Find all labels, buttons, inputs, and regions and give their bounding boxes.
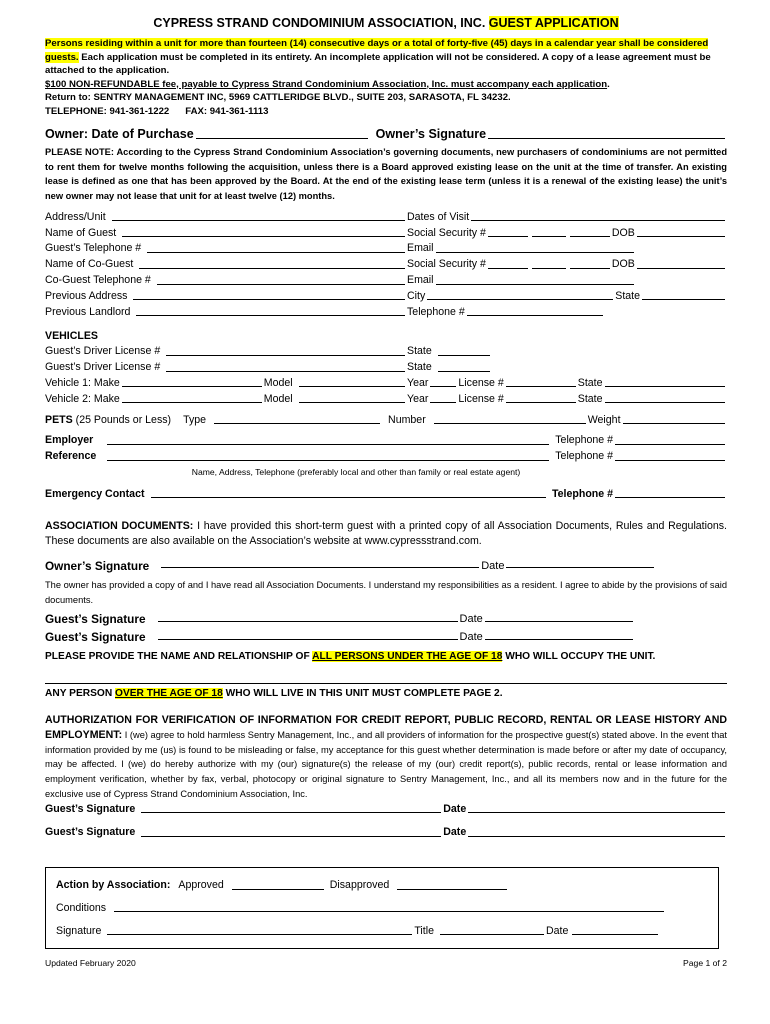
association-signature-row <box>56 924 718 940</box>
form-type-highlight: GUEST APPLICATION <box>488 16 619 30</box>
dl-state-label-2: State <box>407 361 432 374</box>
coguest-email-label: Email <box>407 274 434 286</box>
dates-of-visit-label: Dates of Visit <box>407 210 470 223</box>
ssn-field-3[interactable] <box>570 226 610 238</box>
association-date-label: Date <box>545 924 569 937</box>
reference-label: Reference <box>45 450 97 463</box>
association-signature-label: Signature <box>56 924 102 937</box>
docs-guest-signature-field-1[interactable] <box>158 610 458 622</box>
completion-requirement: Each application must be completed in its entirety. An incomplete application will not be considered. A copy of a lease agreement must be attached to the application. <box>45 51 711 76</box>
drivers-license-row-2 <box>45 360 727 376</box>
owner-purchase-row <box>45 127 727 144</box>
vehicle-2-model-field[interactable] <box>299 392 405 404</box>
conditions-label: Conditions <box>56 901 107 914</box>
association-documents-paragraph <box>45 519 727 550</box>
docs-owner-signature-label: Owner’s Signature <box>45 558 150 573</box>
pet-type-field[interactable] <box>214 413 380 425</box>
drivers-license-field-1[interactable] <box>166 344 405 356</box>
over-18-text-1: ANY PERSON <box>45 688 116 700</box>
pets-row <box>45 413 727 429</box>
landlord-telephone-label: Telephone # <box>407 305 465 318</box>
emergency-contact-label: Emergency Contact <box>45 487 145 500</box>
vehicle-2-license-field[interactable] <box>506 392 576 404</box>
requirements-block <box>45 37 727 78</box>
fee-line: $100 NON-REFUNDABLE fee, payable to Cypress Strand Condominium Association, Inc. must accompany each application. <box>45 78 610 90</box>
approved-field[interactable] <box>232 878 324 890</box>
purchase-date-field[interactable] <box>196 127 368 139</box>
coguest-telephone-field[interactable] <box>157 273 405 285</box>
docs-owner-date-field[interactable] <box>506 557 654 569</box>
guest-telephone-row <box>45 241 727 257</box>
vehicle-1-make-field[interactable] <box>122 376 262 388</box>
coguest-name-field[interactable] <box>139 257 405 269</box>
docs-guest-signature-label-2: Guest’s Signature <box>45 630 146 645</box>
auth-guest-signature-field-1[interactable] <box>141 802 441 814</box>
docs-owner-signature-field[interactable] <box>161 557 479 569</box>
under-18-text-2: WHO WILL OCCUPY THE UNIT. <box>502 651 656 663</box>
drivers-license-label-1: Guest’s Driver License # <box>45 345 161 358</box>
coguest-dob-field[interactable] <box>637 257 725 269</box>
authorization-paragraph <box>45 713 727 801</box>
pet-type-label: Type <box>183 413 207 426</box>
vehicle-2-year-field[interactable] <box>430 392 456 404</box>
previous-address-label: Previous Address <box>45 289 128 302</box>
dl-state-label-1: State <box>407 345 432 358</box>
address-unit-field[interactable] <box>112 210 405 222</box>
application-page <box>45 16 727 841</box>
emergency-contact-field[interactable] <box>151 487 546 499</box>
coguest-email-field[interactable] <box>436 273 634 285</box>
under-18-instruction <box>45 651 727 666</box>
address-row <box>45 210 727 226</box>
coguest-telephone-row <box>45 273 727 289</box>
vehicle-1-license-field[interactable] <box>506 376 576 388</box>
form-title <box>45 16 727 34</box>
employer-telephone-label: Telephone # <box>555 434 613 447</box>
previous-address-field[interactable] <box>133 289 405 301</box>
coguest-ssn-field-3[interactable] <box>570 257 610 269</box>
return-address: Return to: SENTRY MANAGEMENT INC, 5969 CATTLERIDGE BLVD., SUITE 203, SARASOTA, FL 34232. <box>45 92 511 103</box>
over-18-text-2: WHO WILL LIVE IN THIS UNIT MUST COMPLETE PAGE 2. <box>222 688 503 700</box>
guest-email-label: Email <box>407 242 434 255</box>
page-footer <box>45 958 727 968</box>
guest-name-field[interactable] <box>122 226 405 238</box>
vehicle-2-year-label: Year <box>407 392 429 405</box>
reference-caption: Name, Address, Telephone (preferably local and other than family or real estate agent) <box>191 466 521 477</box>
employer-label: Employer <box>45 434 94 447</box>
auth-guest-signature-label-1: Guest’s Signature <box>45 802 136 815</box>
owner-signature-row <box>45 557 727 575</box>
coguest-dob-label: DOB <box>611 258 635 271</box>
association-title-label: Title <box>414 924 434 937</box>
coguest-telephone-label: Co-Guest Telephone # <box>45 274 151 286</box>
guest-telephone-label: Guest’s Telephone # <box>45 242 142 255</box>
coguest-ssn-field-2[interactable] <box>532 257 566 269</box>
state-field[interactable] <box>642 289 725 301</box>
vehicle-1-state-label: State <box>577 376 603 389</box>
contact-line <box>45 105 727 119</box>
guest-name-row <box>45 226 727 242</box>
pet-weight-label: Weight <box>587 413 621 426</box>
docs-guest-date-label-1: Date <box>459 613 483 626</box>
employer-field[interactable] <box>107 433 549 445</box>
action-label: Action by Association: <box>56 879 171 891</box>
docs-guest-signature-field-2[interactable] <box>158 628 458 640</box>
vehicle-1-year-label: Year <box>407 376 429 389</box>
address-unit-label: Address/Unit <box>45 210 106 223</box>
vehicle-1-year-field[interactable] <box>430 376 456 388</box>
conditions-row <box>56 901 718 917</box>
association-action-box <box>45 867 719 949</box>
auth-guest-signature-row-1 <box>45 802 727 818</box>
drivers-license-field-2[interactable] <box>166 360 405 372</box>
association-documents-text: I have provided this short-term guest with a printed copy of all Association Documents, Rules and Regulations. These documents are also available on the Association’s website at www.cypressstrand.com. <box>45 519 728 548</box>
association-documents-heading: ASSOCIATION DOCUMENTS: <box>45 519 194 532</box>
docs-owner-date-label: Date <box>481 559 505 572</box>
vehicles-heading: VEHICLES <box>45 330 98 343</box>
owner-signature-label: Owner’s Signature <box>375 127 487 141</box>
under-18-text-1: PLEASE PROVIDE THE NAME AND RELATIONSHIP OF <box>45 651 313 663</box>
vehicles-section <box>45 344 727 407</box>
action-row <box>56 878 718 894</box>
association-title-field[interactable] <box>440 924 544 936</box>
guest-name-label: Name of Guest <box>45 226 117 239</box>
emergency-telephone-label: Telephone # <box>551 487 613 500</box>
fax-text: FAX: 941-361-1113 <box>185 105 269 117</box>
city-field[interactable] <box>427 289 613 301</box>
vehicle-1-row <box>45 376 727 392</box>
vehicle-2-state-label: State <box>577 392 603 405</box>
dob-field[interactable] <box>637 226 725 238</box>
pet-number-field[interactable] <box>434 413 586 425</box>
over-18-highlight: OVER THE AGE OF 18 <box>115 688 223 700</box>
vehicle-2-model-label: Model <box>263 392 293 405</box>
landlord-telephone-field[interactable] <box>467 305 603 317</box>
reference-telephone-label: Telephone # <box>555 450 613 463</box>
guest-info-section <box>45 210 727 321</box>
vehicle-2-row <box>45 392 727 408</box>
vehicle-1-make-label: Vehicle 1: Make <box>45 376 120 389</box>
auth-guest-date-label-2: Date <box>443 826 467 839</box>
authorization-text: I (we) agree to hold harmless Sentry Management, Inc., and all providers of information for the prospective guest(s) stated above. In the event that information provided by me (us) is found to be misleading or false, my acceptance for this guest whether determination is made before or after my date of occupancy, may be affected. I (we) do hereby authorize with my (our) signature(s) the release of my (our) credit report(s), public records, rental or lease information and employment verification, whether by fax, verbal, photocopy or original signature to Sentry Management, Inc., and all its members now and in the future for the exclusive use of Cypress Strand Condominium Association, Inc. <box>45 730 727 799</box>
approved-label: Approved <box>178 879 224 891</box>
docs-guest-signature-label-1: Guest’s Signature <box>45 612 146 627</box>
pets-weight-limit: (25 Pounds or Less) <box>75 413 172 426</box>
state-label: State <box>615 289 640 302</box>
previous-landlord-field[interactable] <box>136 305 405 317</box>
owner-signature-field[interactable] <box>488 127 725 139</box>
vehicle-2-make-field[interactable] <box>122 392 262 404</box>
previous-address-row <box>45 289 727 305</box>
page-number: Page 1 of 2 <box>683 958 727 968</box>
guest-signature-row-1 <box>45 610 727 628</box>
association-signature-field[interactable] <box>107 924 412 936</box>
drivers-license-label-2: Guest’s Driver License # <box>45 361 161 374</box>
telephone-text: TELEPHONE: 941-361-1222 <box>45 105 170 117</box>
docs-guest-date-field-2[interactable] <box>485 628 633 640</box>
dl-state-field-1[interactable] <box>438 344 490 356</box>
over-18-instruction <box>45 688 727 703</box>
employment-section <box>45 433 727 502</box>
vehicle-2-state-field[interactable] <box>605 392 725 404</box>
dl-state-field-2[interactable] <box>438 360 490 372</box>
dates-of-visit-field[interactable] <box>471 210 725 222</box>
association-date-field[interactable] <box>572 924 658 936</box>
guest-definition: Persons residing within a unit for more than fourteen (14) consecutive days or a total of forty-five (45) days in a calendar year shall be considered guests. <box>45 38 709 63</box>
vehicle-1-license-label: License # <box>458 376 504 389</box>
conditions-field[interactable] <box>114 901 664 913</box>
under-18-highlight: ALL PERSONS UNDER THE AGE OF 18 <box>312 651 503 663</box>
employer-row <box>45 433 727 449</box>
association-name: CYPRESS STRAND CONDOMINIUM ASSOCIATION, INC. <box>153 16 486 30</box>
auth-guest-date-field-1[interactable] <box>468 802 725 814</box>
disapproved-label: Disapproved <box>329 879 390 891</box>
vehicle-1-model-label: Model <box>263 376 293 389</box>
ssn-field-1[interactable] <box>488 226 528 238</box>
drivers-license-row-1 <box>45 344 727 360</box>
guest-signature-row-2 <box>45 628 727 646</box>
guest-telephone-field[interactable] <box>147 241 405 253</box>
pet-number-label: Number <box>388 413 426 426</box>
emergency-contact-row <box>45 487 727 503</box>
previous-landlord-label: Previous Landlord <box>45 305 131 318</box>
dob-label: DOB <box>611 226 635 239</box>
coguest-ssn-field-1[interactable] <box>488 257 528 269</box>
coguest-name-label: Name of Co-Guest <box>45 258 134 271</box>
guest-email-field[interactable] <box>436 241 634 253</box>
vehicle-2-license-label: License # <box>458 392 504 405</box>
vehicle-1-state-field[interactable] <box>605 376 725 388</box>
docs-guest-date-field-1[interactable] <box>485 610 633 622</box>
auth-guest-signature-row-2 <box>45 825 727 841</box>
persons-under-18-field[interactable] <box>45 674 727 684</box>
ssn-label: Social Security # <box>407 226 486 239</box>
auth-guest-signature-label-2: Guest’s Signature <box>45 826 136 839</box>
pets-label: PETS <box>45 413 73 426</box>
auth-guest-date-label-1: Date <box>443 802 467 815</box>
vehicle-2-make-label: Vehicle 2: Make <box>45 392 120 405</box>
city-label: City <box>407 289 426 302</box>
pet-weight-field[interactable] <box>623 413 725 425</box>
ssn-field-2[interactable] <box>532 226 566 238</box>
reference-telephone-field[interactable] <box>615 449 725 461</box>
updated-date: Updated February 2020 <box>45 958 136 968</box>
previous-landlord-row <box>45 305 727 321</box>
authorization-heading: AUTHORIZATION FOR VERIFICATION OF INFORMATION FOR CREDIT REPORT, PUBLIC RECORD, RENTAL OR LEASE HISTORY AND EMPLOYMENT: <box>45 714 727 742</box>
auth-guest-date-field-2[interactable] <box>468 825 725 837</box>
reference-row <box>45 449 727 465</box>
coguest-ssn-label: Social Security # <box>407 258 486 271</box>
vehicle-1-model-field[interactable] <box>299 376 405 388</box>
auth-guest-signature-field-2[interactable] <box>141 825 441 837</box>
coguest-name-row <box>45 257 727 273</box>
disapproved-field[interactable] <box>397 878 507 890</box>
reference-field[interactable] <box>107 449 549 461</box>
emergency-telephone-field[interactable] <box>615 487 725 499</box>
purchase-date-label: Owner: Date of Purchase <box>45 127 194 141</box>
acknowledgement-text: The owner has provided a copy of and I have read all Association Documents. I understand my responsibilities as a resident. I agree to abide by the provisions of said documents. <box>45 579 727 605</box>
please-note-paragraph: PLEASE NOTE: According to the Cypress Strand Condominium Association’s governing documents, new purchasers of condominiums are not permitted to rent them for twelve months following the acquisition, unless there is a Board approved existing lease on the unit at the time of transfer. An existing lease is defined as one that has been approved by the Board. At the end of the existing lease term (unless it is a renewal of the existing lease) the unit’s new owner may not lease that unit for at least twelve (12) months. <box>45 147 727 202</box>
docs-guest-date-label-2: Date <box>459 631 483 644</box>
employer-telephone-field[interactable] <box>615 433 725 445</box>
